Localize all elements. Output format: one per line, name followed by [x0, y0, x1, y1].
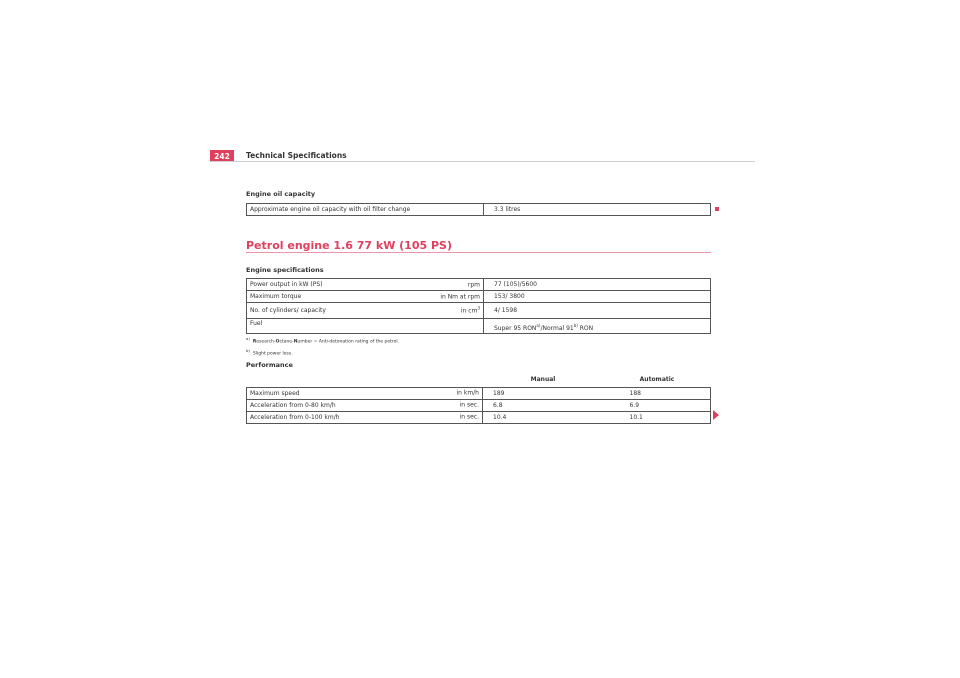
table-row — [247, 411, 711, 423]
page-number: 242 — [214, 151, 230, 161]
oil-capacity-heading: Engine oil capacity — [246, 190, 316, 198]
perf-manual-value: 10.4 — [483, 411, 604, 423]
continue-arrow-icon — [713, 410, 719, 420]
spec-label-text: Maximum torque — [250, 293, 302, 300]
perf-automatic-value: 188 — [604, 387, 711, 399]
header-divider — [210, 161, 755, 162]
table-row — [247, 204, 711, 216]
footnote-b — [246, 347, 399, 359]
perf-label-text: Maximum speed — [250, 389, 300, 397]
footnote-a — [246, 335, 399, 347]
table-row — [247, 291, 711, 303]
spec-value: 153/ 3800 — [484, 291, 711, 303]
footnote-text: esearch- — [256, 339, 276, 345]
table-row — [247, 303, 711, 319]
column-header-automatic: Automatic — [604, 373, 711, 387]
section-divider — [246, 252, 711, 253]
perf-label — [247, 399, 483, 411]
spec-label-text: No. of cylinders/ capacity — [250, 307, 326, 314]
spec-label — [247, 279, 484, 291]
fuel-text-2: /Normal 91 — [540, 325, 574, 332]
perf-unit: in km/h — [456, 389, 479, 397]
table-row — [247, 279, 711, 291]
perf-manual-value: 189 — [483, 387, 604, 399]
footnote-initial: R — [252, 339, 257, 345]
perf-label-text: Acceleration from 0-100 km/h — [250, 413, 340, 421]
spec-unit: in Nm at rpm — [440, 293, 480, 300]
performance-heading: Performance — [246, 361, 293, 369]
header-spacer — [247, 373, 483, 387]
unit-superscript: 3 — [477, 305, 480, 310]
spec-label — [247, 291, 484, 303]
oil-capacity-table — [246, 203, 711, 216]
spec-value: 77 (105)/5600 — [484, 279, 711, 291]
footnote-ref-b: b) — [573, 323, 578, 328]
footnote-text: umber = Anti-detonation rating of the petrol. — [297, 339, 400, 345]
oil-capacity-label: Approximate engine oil capacity with oil filter change — [247, 204, 484, 216]
footnote-text: ctane- — [279, 339, 294, 345]
fuel-text-3: RON — [577, 325, 594, 332]
perf-label — [247, 387, 483, 399]
engine-specs-heading: Engine specifications — [246, 266, 324, 274]
section-end-marker — [715, 207, 719, 211]
footnote-initial: N — [293, 339, 298, 345]
footnote-initial: O — [275, 339, 280, 345]
perf-automatic-value: 6.9 — [604, 399, 711, 411]
footnote-mark: a) — [246, 336, 250, 341]
spec-unit — [461, 307, 480, 314]
perf-label — [247, 411, 483, 423]
spec-value: 4/ 1598 — [484, 303, 711, 319]
running-header: Technical Specifications — [246, 151, 347, 160]
fuel-label: Fuel — [247, 319, 484, 334]
column-header-manual: Manual — [483, 373, 604, 387]
table-row — [247, 399, 711, 411]
footnotes — [246, 335, 399, 358]
fuel-value — [484, 319, 711, 334]
perf-manual-value: 6.8 — [483, 399, 604, 411]
section-title: Petrol engine 1.6 77 kW (105 PS) — [246, 239, 452, 252]
footnote-ref-a: a) — [536, 323, 541, 328]
spec-label — [247, 303, 484, 319]
table-row — [247, 319, 711, 334]
perf-label-text: Acceleration from 0-80 km/h — [250, 401, 336, 409]
fuel-text-1: Super 95 RON — [494, 325, 537, 332]
spec-label-text: Power output in kW (PS) — [250, 281, 323, 288]
engine-specs-table — [246, 278, 711, 334]
oil-capacity-value: 3.3 litres — [484, 204, 711, 216]
spec-unit: rpm — [467, 281, 480, 288]
perf-automatic-value: 10.1 — [604, 411, 711, 423]
table-header-row — [247, 373, 711, 387]
table-row — [247, 387, 711, 399]
perf-unit: in sec. — [459, 401, 479, 409]
footnote-mark: b) — [246, 347, 250, 353]
perf-unit: in sec. — [459, 413, 479, 421]
unit-base: in cm — [460, 307, 478, 314]
footnote-text: Slight power loss. — [252, 351, 293, 356]
performance-table — [246, 373, 711, 424]
